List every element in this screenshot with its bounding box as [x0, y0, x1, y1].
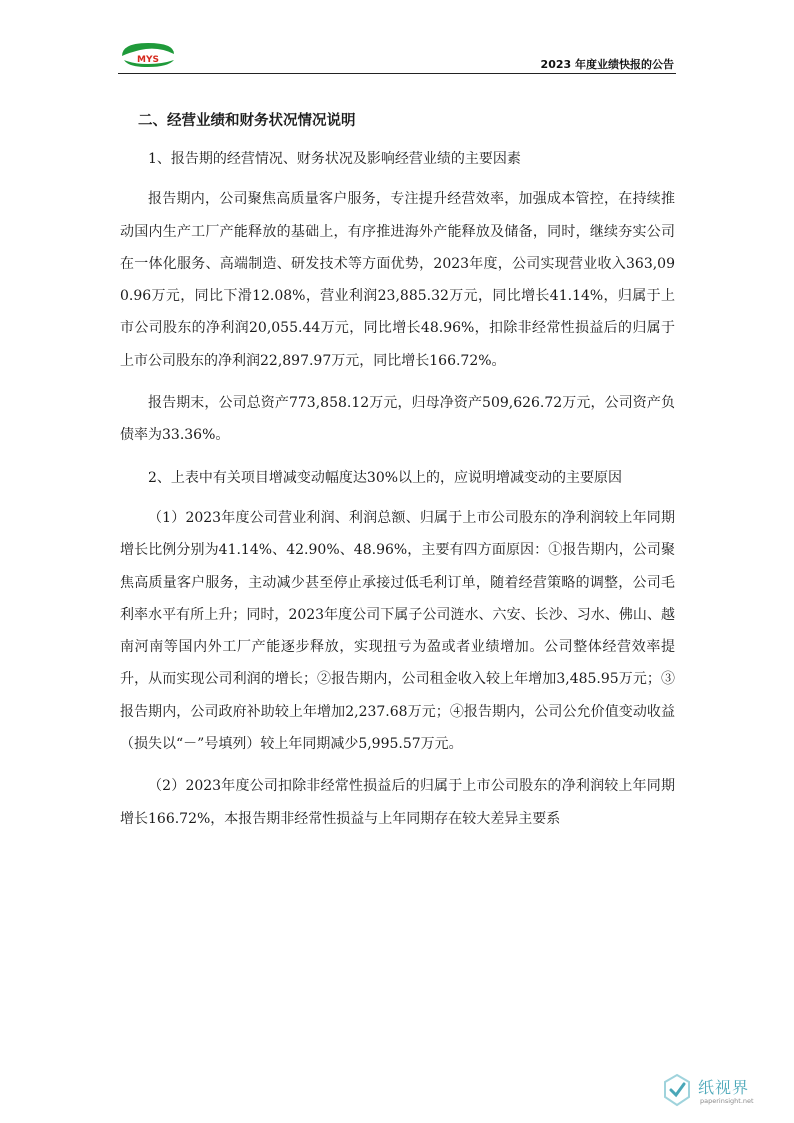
paragraph-reason-2: （2）2023年度公司扣除非经常性损益后的归属于上市公司股东的净利润较上年同期增长166.72%，本报告期非经常性损益与上年同期存在较大差异主要系 [120, 778, 675, 827]
paragraph-operations: 报告期内，公司聚焦高质量客户服务，专注提升经营效率，加强成本管控，在持续推动国内生产工厂产能释放的基础上，有序推进海外产能释放及储备，同时，继续夯实公司在一体化服务、高端制造、研发技术等方面优势，2023年度，公司实现营业收入363,090.96万元，同比下滑12.08%，营业利润23,885.32万元，同比增长41.14%，归属于上市公司股东的净利润20,055.44万元，同比增长48.96%，扣除非经常性损益后的归属于上市公司股东的净利润22,897.97万元，同比增长166.72%。 [120, 191, 675, 369]
subsection-heading-2: 2、上表中有关项目增减变动幅度达30%以上的，应说明增减变动的主要原因 [148, 469, 623, 486]
watermark-brand: 纸视界 [698, 1078, 750, 1097]
subsection-heading-1: 1、报告期的经营情况、财务状况及影响经营业绩的主要因素 [148, 151, 521, 167]
section-title: 二、经营业绩和财务状况情况说明 [138, 113, 356, 129]
paragraph-reason-1: （1）2023年度公司营业利润、利润总额、归属于上市公司股东的净利润较上年同期增长比例分别为41.14%、42.90%、48.96%，主要有四方面原因：①报告期内，公司聚焦高质量客户服务，主动减少甚至停止承接过低毛利订单，随着经营策略的调整，公司毛利率水平有所上升；同时，2023年度公司下属子公司涟水、六安、长沙、习水、佛山、越南河南等国内外工厂产能逐步释放，实现扭亏为盈或者业绩增加。公司整体经营效率提升，从而实现公司利润的增长；②报告期内，公司租金收入较上年增加3,485.95万元；③报告期内，公司政府补助较上年增加2,237.68万元；④报告期内，公司公允价值变动收益（损失以“－”号填列）较上年同期减少5,995.57万元。 [120, 509, 675, 753]
document-body [120, 108, 675, 845]
company-logo [118, 40, 178, 70]
header-divider [118, 73, 676, 74]
watermark-url: paperinsight.net [700, 1097, 754, 1105]
header-title: 2023 年度业绩快报的公告 [540, 58, 674, 71]
paper-insight-logo-icon [662, 1073, 692, 1107]
logo-text: MYS [137, 55, 159, 65]
paragraph-assets: 报告期末，公司总资产773,858.12万元，归母净资产509,626.72万元，公司资产负债率为33.36%。 [120, 395, 675, 444]
watermark [662, 1073, 772, 1109]
